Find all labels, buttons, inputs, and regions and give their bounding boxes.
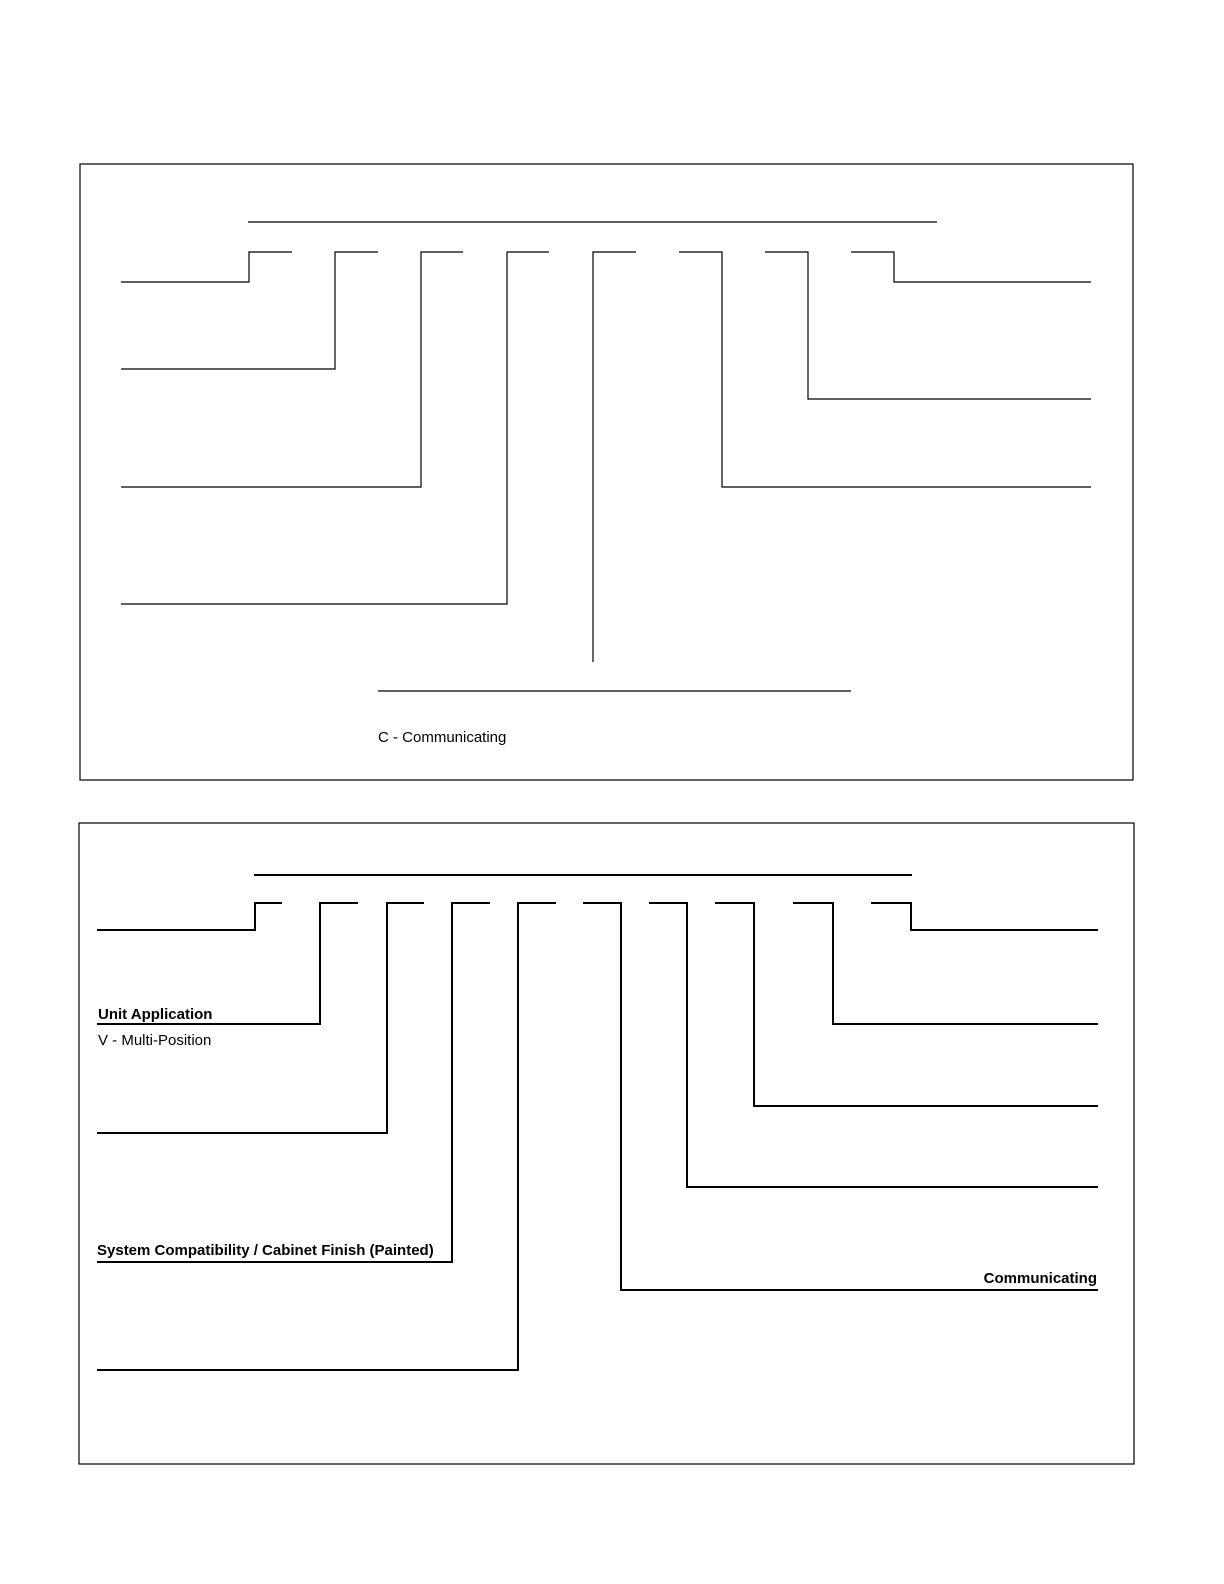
bottom-leader-digit-8: [715, 903, 1098, 1106]
bottom-leader-digit-9: [793, 903, 1098, 1024]
top-panel: [80, 164, 1133, 780]
top-panel-border: [80, 164, 1133, 780]
unit-application-heading: Unit Application: [98, 1006, 213, 1023]
bottom-leader-digit-1: [97, 903, 282, 930]
bottom-leader-digit-7: [649, 903, 1098, 1187]
top-leader-digit-7: [765, 252, 1091, 399]
unit-application-value: V - Multi-Position: [98, 1032, 212, 1049]
bottom-panel-border: [79, 823, 1134, 1464]
top-leader-digit-1: [121, 252, 292, 282]
top-leader-digit-8: [851, 252, 1091, 282]
top-communicating-option: C - Communicating: [378, 729, 507, 746]
system-compatibility-heading: System Compatibility / Cabinet Finish (Painted): [97, 1242, 434, 1259]
bottom-leader-digit-6: [583, 903, 1098, 1290]
bottom-leader-digit-5: [97, 903, 556, 1370]
bottom-panel: [79, 823, 1134, 1464]
top-leader-digit-6: [679, 252, 1091, 487]
communicating-heading: Communicating: [983, 1270, 1097, 1287]
bottom-leader-digit-10: [871, 903, 1098, 930]
top-leader-digit-5: [593, 252, 636, 662]
bottom-leader-digit-4: [97, 903, 490, 1262]
